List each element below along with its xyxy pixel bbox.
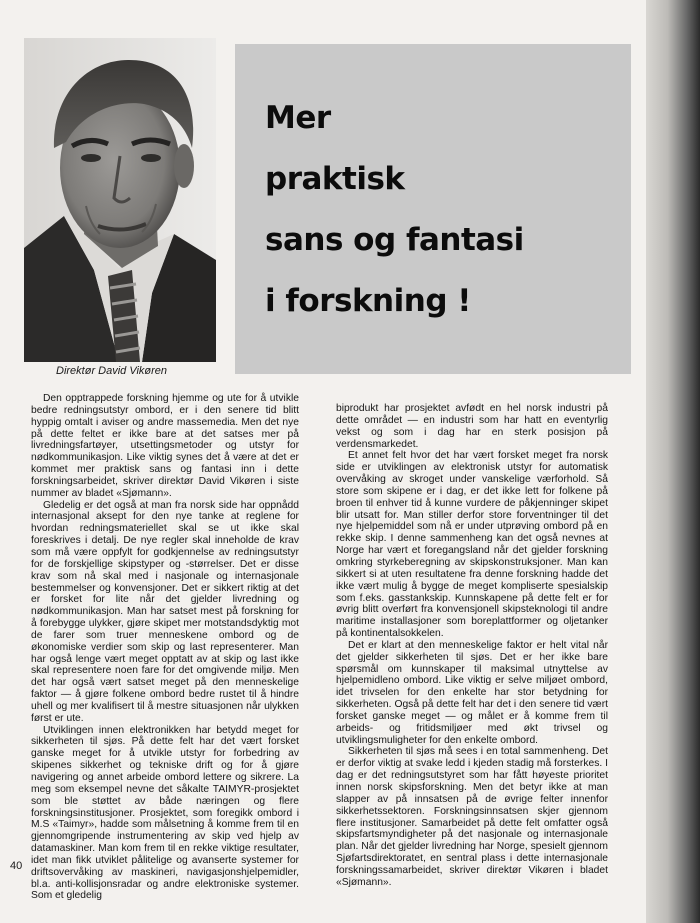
next-page-edge [646, 0, 700, 923]
page-number: 40 [10, 860, 23, 872]
headline-line: praktisk [265, 161, 405, 197]
article-left-column [31, 393, 299, 902]
portrait-illustration [24, 38, 216, 362]
article-paragraph: Utviklingen innen elektronikken har betydd meget for sikkerheten til sjøs. På dette felt har det vært forsket ganske meget for å utvikle utstyr for forbedring av skipenes sikkerhet og tekniske drift og for å gjøre navigering og annet arbeide ombord lettere og sikrere. La meg som eksempel nevne det såkalte TAIMYR-prosjektet som ble støttet av både næringen og flere forskningsinstitusjoner. Prosjektet, som foregikk ombord i M.S «Taimyr», hadde som målsetning å komme frem til en gjennomgripende instrumentering av skip ved hjelp av datamaskiner. Man kom frem til en rekke viktige resultater, idet man fikk utviklet pålitelige og avanserte systemer for driftsovervåking av maskineri, navigasjonshjelpemidler, bl.a. anti-kollisjonsradar og andre elektroniske systemer. Som et gledelig [31, 724, 299, 902]
headline-line: sans og fantasi [265, 222, 524, 258]
headline-line: i forskning ! [265, 283, 471, 319]
article-paragraph: Et annet felt hvor det har vært forsket meget fra norsk side er utviklingen av elektronisk utstyr for automatisk overvåking av skroget under vanskelige værforhold. Så store som skipene er i dag, er det ikke lett for folkene på broen til enhver tid å kunne vurdere de påkjenninger skipet blir utsatt for. Man stiller derfor store forventninger til det nye hjelpemiddel som nå er under utprøving ombord på en rekke skip. I denne sammenheng kan det også nevnes at Norge har vært et foregangsland når det gjelder forskning omkring styrkeberegning av skipskonstruksjoner. Man kan sikkert si at uten resultatene fra denne forskning hadde det ikke vært mulig å bygge de meget kompliserte spesialskip som f.eks. gasstankskip. Kunnskapene på dette felt er for øvrig blitt overført fra konvensjonell skipsteknologi til andre maritime installasjoner som boreplattformer og oljetanker på kontinentalsokkelen. [336, 450, 608, 640]
article-right-column [336, 403, 608, 889]
photo-caption: Direktør David Vikøren [56, 365, 168, 377]
article-paragraph: Den opptrappede forskning hjemme og ute for å utvikle bedre redningsutstyr ombord, er i den senere tid blitt hyppig omtalt i aviser og andre massemedia. Men det nye på dette feltet er ikke bare at det satses mer på livredningsfartøyer, utsettingsmetoder og utstyr for nødkommunikasjon. Like viktig synes det å være at det er kommet mer praktisk sans og fantasi inn i dette forskningsarbeidet, skriver direktør David Vikøren i siste nummer av bladet «Sjømann». [31, 393, 299, 499]
article-paragraph: biprodukt har prosjektet avfødt en hel norsk industri på dette området — en industri som har hatt en eventyrlig vekst og som i dag har en sterk posisjon på verdensmarkedet. [336, 403, 608, 450]
portrait-photo [24, 38, 216, 362]
article-paragraph: Sikkerheten til sjøs må sees i en total sammenheng. Det er derfor viktig at svake ledd i kjeden stadig må forsterkes. I dag er det redningsutstyret som har fått høyeste prioritet innen norsk skipsforskning. Men det betyr ikke at man slapper av på innsatsen på de øvrige felter innenfor sikkerhetssektoren. Forskningsinnsatsen skjer gjennom flere institusjoner. Samarbeidet på dette felt omfatter også skipsfartsmyndigheter på det nasjonale og internasjonale plan. Når det gjelder livredning har Norge, spesielt gjennom Sjøfartsdirektoratet, en sentral plass i dette internasjonale forskningssamarbeidet, skriver direktør Vikøren i bladet «Sjømann». [336, 746, 608, 888]
headline-box [235, 44, 631, 374]
headline-line: Mer [265, 100, 331, 136]
article-paragraph: Det er klart at den menneskelige faktor er helt vital når det gjelder sikkerheten til sjøs. Det er her ikke bare spørsmål om kunnskaper til maksimal utnyttelse av hjelpemidleno ombord. Like viktig er selve miljøet ombord, idet trivselen for den enkelte har stor betydning for sikkerheten. Også på dette felt har det i den senere tid vært forsket ganske meget — og målet er å komme frem til arbeids- og fritidsmiljøer med økt trivsel og utviklingsmuligheter for den enkelte ombord. [336, 639, 608, 746]
headline [265, 88, 524, 332]
article-paragraph: Gledelig er det også at man fra norsk side har oppnådd internasjonal aksept for den nye tanke at reglene for hvordan redningsmateriellet skal se ut ikke skal foreskrives i detalj. De nye regler skal inneholde de krav som må være oppfylt for godkjennelse av redningsutstyr for de forskjellige skipstyper og -størrelser. Det er disse krav som nå skal med i nasjonale og internasjonale bestemmelser og konvensjoner. Det er sikkert riktig at det er forsket for lite når det gjelder livredning og nødkommunikasjon. Man har satset mest på forskning for å forebygge ulykker, gjøre skipet mer motstandsdyktig mot de farer som truer menneskene ombord og de økonomiske verdier som skip og last representerer. Man har også lenge vært meget opptatt av at skip og last ikke skal representere noen fare for det omgivende miljø. Men det har også vært satset meget på den menneskelige faktor — å gjøre folkene ombord bedre rustet til å hindre uhell og mer kvalifisert til å mestre situasjonen når ulykken først er ute. [31, 499, 299, 724]
